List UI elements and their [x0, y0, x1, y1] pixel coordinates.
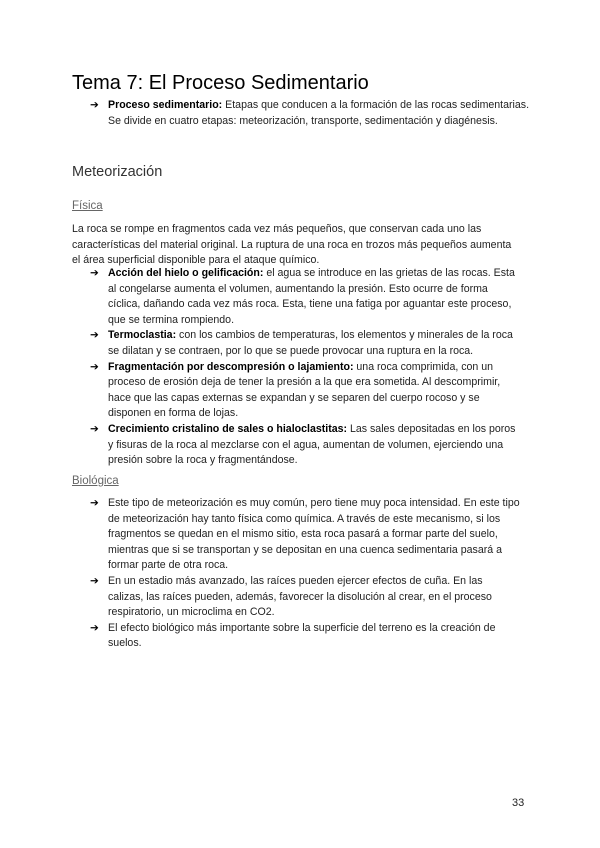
list-item [90, 360, 520, 422]
arrow-icon: ➔ [90, 422, 99, 435]
list-item [90, 266, 520, 328]
list-item [90, 621, 520, 652]
arrow-icon: ➔ [90, 574, 99, 587]
item-text: Este tipo de meteorización es muy común, pero tiene muy poca intensidad. En este tipo de meteorización hay tanto física como química. A través de este mecanismo, si los fragmentos se quedan en el mismo sitio, esta roca pasará a formar parte del suelo, mientras que si se transportan y se depositan en una cuenca sedimentaria pasará a formar parte de otra roca. [108, 497, 520, 572]
definition: con los cambios de temperaturas, los elementos y minerales de la roca se dilatan y se contraen, por lo que se puede provocar una ruptura en la roca. [108, 329, 513, 357]
term: Termoclastia: [108, 329, 177, 342]
biologica-list [90, 496, 520, 652]
arrow-icon: ➔ [90, 360, 99, 373]
intro-list [90, 98, 530, 129]
definition: el agua se introduce en las grietas de las rocas. Esta al congelarse aumenta el volumen, aumentando la presión. Esto ocurre de forma cíclica, dañando cada vez más roca. Esta, tiene una fatiga por aguantar este proceso, que se termina rompiendo. [108, 267, 515, 326]
arrow-icon: ➔ [90, 329, 99, 342]
page-number: 33 [512, 797, 525, 809]
definition: Etapas que conducen a la formación de las rocas sedimentarias. Se divide en cuatro etapas: meteorización, transporte, sedimentación y diagénesis. [108, 99, 530, 127]
list-item [90, 574, 520, 621]
page-title: Tema 7: El Proceso Sedimentario [72, 72, 369, 94]
arrow-icon: ➔ [90, 267, 99, 279]
fisica-paragraph: La roca se rompe en fragmentos cada vez más pequeños, que conservan cada uno las características del material original. La ruptura de una roca en trozos más pequeños aumenta el área superficial disponible para el ataque químico. [72, 223, 512, 267]
term: Proceso sedimentario: [108, 99, 223, 111]
term: Acción del hielo o gelificación: [108, 267, 264, 279]
item-text: En un estadio más avanzado, las raíces pueden ejercer efectos de cuña. En las calizas, las raíces pueden, además, favorecer la disolución al crear, en el proceso respiratorio, un microclima en CO2. [108, 574, 492, 619]
term: Fragmentación por descompresión o lajamiento: [108, 360, 354, 373]
list-item [90, 422, 520, 469]
arrow-icon: ➔ [90, 99, 99, 111]
list-item [90, 98, 530, 129]
definition: una roca comprimida, con un proceso de erosión deja de tener la presión a la que era sometida. Al descomprimir, hace que las capas externas se expandan y se separen del cuerpo rocoso y se disponen en forma de lojas. [108, 360, 501, 420]
list-item [90, 496, 520, 574]
section-heading: Meteorización [72, 164, 163, 180]
list-item [90, 328, 520, 359]
subsection-heading-fisica: Física [72, 200, 103, 212]
subsection-heading-biologica: Biológica [72, 475, 119, 487]
arrow-icon: ➔ [90, 497, 99, 509]
item-text: El efecto biológico más importante sobre la superficie del terreno es la creación de suelos. [108, 621, 496, 650]
fisica-list [90, 266, 520, 469]
arrow-icon: ➔ [90, 621, 99, 634]
definition: Las sales depositadas en los poros y fisuras de la roca al mezclarse con el agua, aumentan de volumen, ejerciendo una presión sobre la roca y fragmentándose. [108, 422, 516, 467]
term: Crecimiento cristalino de sales o hialoclastitas: [108, 422, 348, 435]
